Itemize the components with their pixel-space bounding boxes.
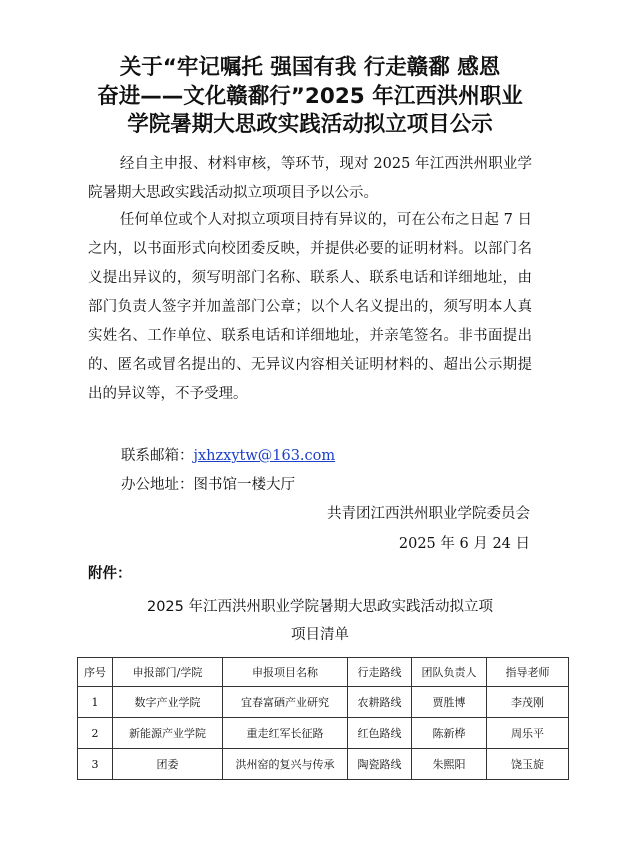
cell-leader: 陈新桦 (412, 718, 487, 749)
table-row (78, 718, 569, 749)
intro-paragraph: 经自主申报、材料审核，等环节，现对 2025 年江西洪州职业学院暑期大思政实践活动拟立项项目予以公示。 (88, 156, 532, 201)
cell-project: 宜春富硒产业研究 (223, 687, 348, 718)
cell-route: 农耕路线 (348, 687, 412, 718)
header-project: 申报项目名称 (223, 658, 348, 687)
signature-date: 2025 年 6 月 24 日 (398, 536, 530, 552)
cell-leader: 朱熙阳 (412, 749, 487, 780)
cell-project: 重走红军长征路 (223, 718, 348, 749)
header-department: 申报部门/学院 (113, 658, 223, 687)
cell-advisor: 周乐平 (487, 718, 569, 749)
cell-department: 数字产业学院 (113, 687, 223, 718)
cell-index: 2 (78, 718, 113, 749)
attachment-label: 附件： (88, 566, 132, 582)
table-row (78, 749, 569, 780)
cell-route: 红色路线 (348, 718, 412, 749)
page-title (88, 54, 532, 140)
project-table (77, 657, 569, 780)
cell-advisor: 饶玉旋 (487, 749, 569, 780)
cell-index: 1 (78, 687, 113, 718)
email-label: 联系邮箱： (121, 448, 194, 464)
email-link[interactable]: jxhzxytw@163.com (193, 448, 336, 464)
cell-project: 洪州窑的复兴与传承 (223, 749, 348, 780)
cell-route: 陶瓷路线 (348, 749, 412, 780)
title-line-2: 奋进——文化赣鄱行”2025 年江西洪州职业 (97, 83, 523, 109)
header-route: 行走路线 (348, 658, 412, 687)
cell-leader: 贾胜博 (412, 687, 487, 718)
list-title (100, 593, 540, 649)
list-title-line-2: 项目清单 (291, 627, 349, 643)
table-header-row (78, 658, 569, 687)
cell-index: 3 (78, 749, 113, 780)
header-advisor: 指导老师 (487, 658, 569, 687)
title-line-1: 关于“牢记嘱托 强国有我 行走赣鄱 感恩 (119, 55, 501, 80)
header-index: 序号 (78, 658, 113, 687)
contact-email (121, 444, 335, 465)
table-row (78, 687, 569, 718)
header-leader: 团队负责人 (412, 658, 487, 687)
objection-paragraph: 任何单位或个人对拟立项项目持有异议的，可在公布之日起 7 日之内，以书面形式向校团委反映，并提供必要的证明材料。以部门名义提出异议的，须写明部门名称、联系人、联系电话和详细地址，由部门负责人签字并加盖部门公章；以个人名义提出的，须写明本人真实姓名、工作单位、联系电话和详细地址，并亲笔签名。非书面提出的、匿名或冒名提出的、无异议内容相关证明材料的、超出公示期提出的异议等，不予受理。 (88, 212, 532, 402)
cell-department: 新能源产业学院 (113, 718, 223, 749)
signature-org: 共青团江西洪州职业学院委员会 (327, 506, 530, 522)
title-line-3: 学院暑期大思政实践活动拟立项目公示 (127, 112, 493, 137)
cell-department: 团委 (113, 749, 223, 780)
office-label: 办公地址： (121, 477, 194, 493)
contact-office (121, 473, 295, 494)
office-value: 图书馆一楼大厅 (193, 477, 295, 493)
list-title-line-1: 2025 年江西洪州职业学院暑期大思政实践活动拟立项 (146, 599, 493, 615)
cell-advisor: 李茂刚 (487, 687, 569, 718)
